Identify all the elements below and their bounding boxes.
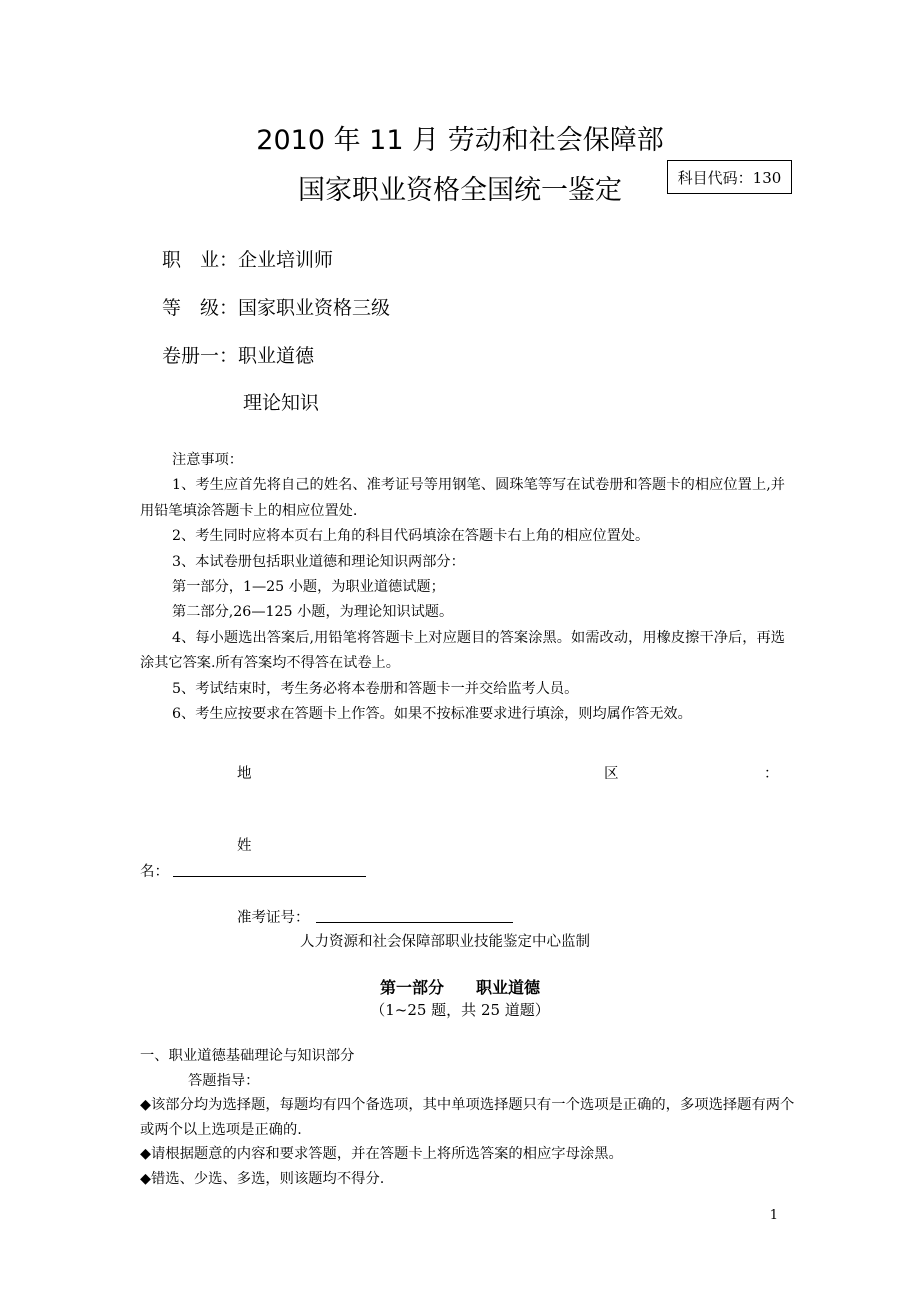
- occupation-line: 职 业：企业培训师: [162, 249, 334, 271]
- section-block: [140, 1044, 800, 1191]
- guide-bullet: ◆错选、少选、多选，则该题均不得分.: [140, 1170, 385, 1187]
- note-item: 5、考试结束时，考生务必将本卷册和答题卡一并交给监考人员。: [172, 680, 579, 697]
- guide-bullet: ◆请根据题意的内容和要求答题，并在答题卡上将所选答案的相应字母涂黑。: [140, 1146, 623, 1162]
- level-line: 等 级：国家职业资格三级: [162, 297, 391, 319]
- exam-title-line2: 国家职业资格全国统一鉴定: [298, 175, 622, 206]
- note-item: 1、考生应首先将自己的姓名、准考证号等用钢笔、圆珠笔等写在试卷册和答题卡的相应位置上,并用铅笔填涂答题卡上的相应位置处.: [140, 477, 785, 519]
- region-label-colon: ：: [764, 766, 779, 782]
- note-item: 第二部分,26—125 小题，为理论知识试题。: [172, 604, 454, 621]
- name-label-part1: 姓: [237, 838, 252, 854]
- volume-subtitle: 理论知识: [243, 392, 320, 414]
- guide-label: 答题指导：: [188, 1072, 260, 1089]
- notes-heading: 注意事项：: [172, 452, 243, 468]
- section-heading: 一、职业道德基础理论与知识部分: [140, 1048, 355, 1064]
- page-number: 1: [769, 1208, 778, 1223]
- ticket-fill-line: [316, 922, 513, 923]
- note-item: 3、本试卷册包括职业道德和理论知识两部分：: [172, 553, 465, 570]
- notes-block: [140, 448, 785, 727]
- volume-line: 卷册一：职业道德: [162, 345, 315, 367]
- subject-code-box: 科目代码：130: [667, 160, 792, 194]
- note-item: 4、每小题选出答案后,用铅笔将答题卡上对应题目的答案涂黑。如需改动，用橡皮擦干净后，再选涂其它答案.所有答案均不得答在试卷上。: [140, 629, 785, 672]
- region-label-part2: 区: [604, 766, 619, 782]
- exam-title-line1: 2010 年 11 月 劳动和社会保障部: [256, 125, 664, 156]
- guide-bullet: ◆该部分均为选择题，每题均有四个备选项，其中单项选择题只有一个选项是正确的，多项选择题有两个或两个以上选项是正确的.: [140, 1097, 795, 1138]
- region-label-part1: 地: [237, 766, 252, 782]
- note-item: 2、考生同时应将本页右上角的科目代码填涂在答题卡右上角的相应位置处。: [172, 528, 650, 545]
- name-label-part2: 名：: [140, 864, 169, 880]
- supervisor-line: 人力资源和社会保障部职业技能鉴定中心监制: [300, 934, 590, 950]
- name-fill-line: [173, 876, 366, 877]
- part-one-range: （1~25 题，共 25 道题）: [370, 1001, 550, 1019]
- note-item: 第一部分，1—25 小题，为职业道德试题；: [172, 579, 445, 596]
- part-one-title: 第一部分 职业道德: [379, 978, 540, 997]
- ticket-label: 准考证号：: [237, 910, 310, 926]
- note-item: 6、考生应按要求在答题卡上作答。如果不按标准要求进行填涂，则均属作答无效。: [172, 706, 692, 723]
